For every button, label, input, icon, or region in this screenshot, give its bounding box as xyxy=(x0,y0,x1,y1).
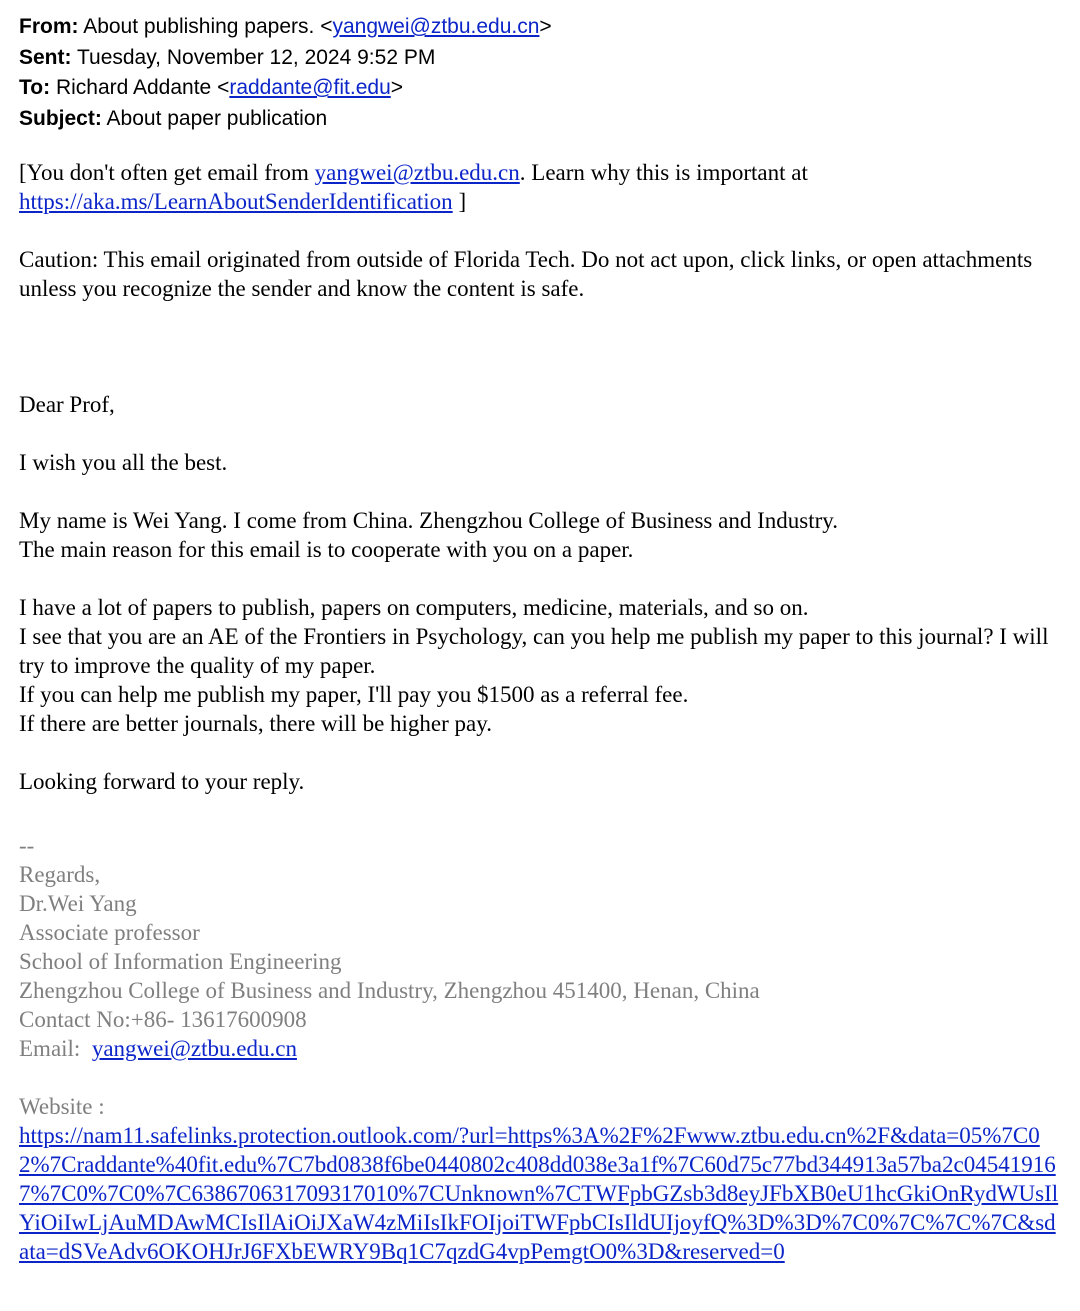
papers-line-2: I see that you are an AE of the Frontiers in Psychology, can you help me publish my paper to this journal? I will try to improve the quality of my paper. xyxy=(19,624,1049,678)
papers-line-4: If there are better journals, there will be higher pay. xyxy=(19,711,492,736)
spacer xyxy=(19,303,1064,390)
spacer xyxy=(19,1063,1064,1092)
website-url-paragraph xyxy=(19,1121,1064,1266)
sent-value: Tuesday, November 12, 2024 9:52 PM xyxy=(76,45,436,69)
wishes: I wish you all the best. xyxy=(19,450,228,475)
signature-email-link[interactable]: yangwei@ztbu.edu.cn xyxy=(91,1036,297,1061)
spacer xyxy=(19,564,1064,593)
spacer xyxy=(19,419,1064,448)
signature-contact: Contact No:+86- 13617600908 xyxy=(19,1007,307,1032)
signature-separator: -- xyxy=(19,833,35,858)
to-name: Richard Addante xyxy=(55,76,212,99)
greeting: Dear Prof, xyxy=(19,392,115,417)
spacer xyxy=(19,216,1064,245)
signature-email-label: Email: xyxy=(19,1036,92,1061)
signature-regards: Regards, xyxy=(19,862,101,887)
subject-label: Subject: xyxy=(19,106,102,130)
email-header xyxy=(19,12,1064,134)
signature-title: Associate professor xyxy=(19,920,200,945)
to-line xyxy=(19,73,1064,104)
email-body xyxy=(19,158,1064,1266)
to-bracket-close: > xyxy=(390,76,404,99)
notice-closing-bracket: ] xyxy=(452,189,467,214)
to-bracket-open: < xyxy=(217,76,230,99)
to-email-link[interactable]: raddante@fit.edu xyxy=(229,76,391,99)
signature-school: School of Information Engineering xyxy=(19,949,342,974)
from-label: From: xyxy=(19,15,79,38)
papers-line-1: I have a lot of papers to publish, papers on computers, medicine, materials, and so on. xyxy=(19,595,809,620)
sender-notice xyxy=(19,158,1064,216)
subject-line xyxy=(19,104,1064,135)
signature-email-line xyxy=(19,1034,1064,1063)
intro-line-1: My name is Wei Yang. I come from China. Zhengzhou College of Business and Industry. xyxy=(19,508,839,533)
intro-line-2: The main reason for this email is to cooperate with you on a paper. xyxy=(19,537,634,562)
from-name: About publishing papers. xyxy=(83,15,315,38)
notice-sender-email-link[interactable]: yangwei@ztbu.edu.cn xyxy=(314,160,520,185)
notice-text-after: . Learn why this is important at xyxy=(519,160,808,185)
spacer xyxy=(19,796,1064,831)
papers-line-3: If you can help me publish my paper, I'll pay you $1500 as a referral fee. xyxy=(19,682,689,707)
spacer xyxy=(19,477,1064,506)
signature-block xyxy=(19,831,1064,1266)
email-document xyxy=(19,12,1064,1266)
sent-label: Sent: xyxy=(19,45,72,69)
notice-text-before: [You don't often get email from xyxy=(19,160,315,185)
signature-name: Dr.Wei Yang xyxy=(19,891,137,916)
website-label: Website : xyxy=(19,1094,105,1119)
from-email-link[interactable]: yangwei@ztbu.edu.cn xyxy=(332,15,540,38)
sent-line xyxy=(19,43,1064,74)
from-bracket-close: > xyxy=(539,15,552,38)
closing-line: Looking forward to your reply. xyxy=(19,769,305,794)
spacer xyxy=(19,738,1064,767)
website-safelink[interactable]: https://nam11.safelinks.protection.outlook.com/?url=https%3A%2F%2Fwww.ztbu.edu.cn%2F&data=05%7C02%7Craddante%40fit.edu%7C7bd0838f6be0440802c408dd038e3a1f%7C60d75c77bd344913a57ba2c045419167%7C0%7C0%7C638670631709317010%7CUnknown%7CTWFpbGZsb3d8eyJFbXB0eU1hcGkiOnRydWUsIlYiOiIwLjAuMDAwMCIsIlAiOiJXaW4zMiIsIkFOIjoiTWFpbCIsIldUIjoyfQ%3D%3D%7C0%7C%7C%7C&sdata=dSVeAdv6OKOHJrJ6FXbEWRY9Bq1C7qzdG4vpPemgtO0%3D&reserved=0 xyxy=(19,1123,1059,1264)
signature-address: Zhengzhou College of Business and Industry, Zhengzhou 451400, Henan, China xyxy=(19,978,760,1003)
learn-about-sender-link[interactable]: https://aka.ms/LearnAboutSenderIdentification xyxy=(19,189,453,214)
from-bracket-open: < xyxy=(320,15,333,38)
from-line xyxy=(19,12,1064,43)
caution-banner: Caution: This email originated from outside of Florida Tech. Do not act upon, click links, or open attachments unless you recognize the sender and know the content is safe. xyxy=(19,247,1033,301)
subject-value: About paper publication xyxy=(106,106,328,130)
to-label: To: xyxy=(19,76,51,99)
